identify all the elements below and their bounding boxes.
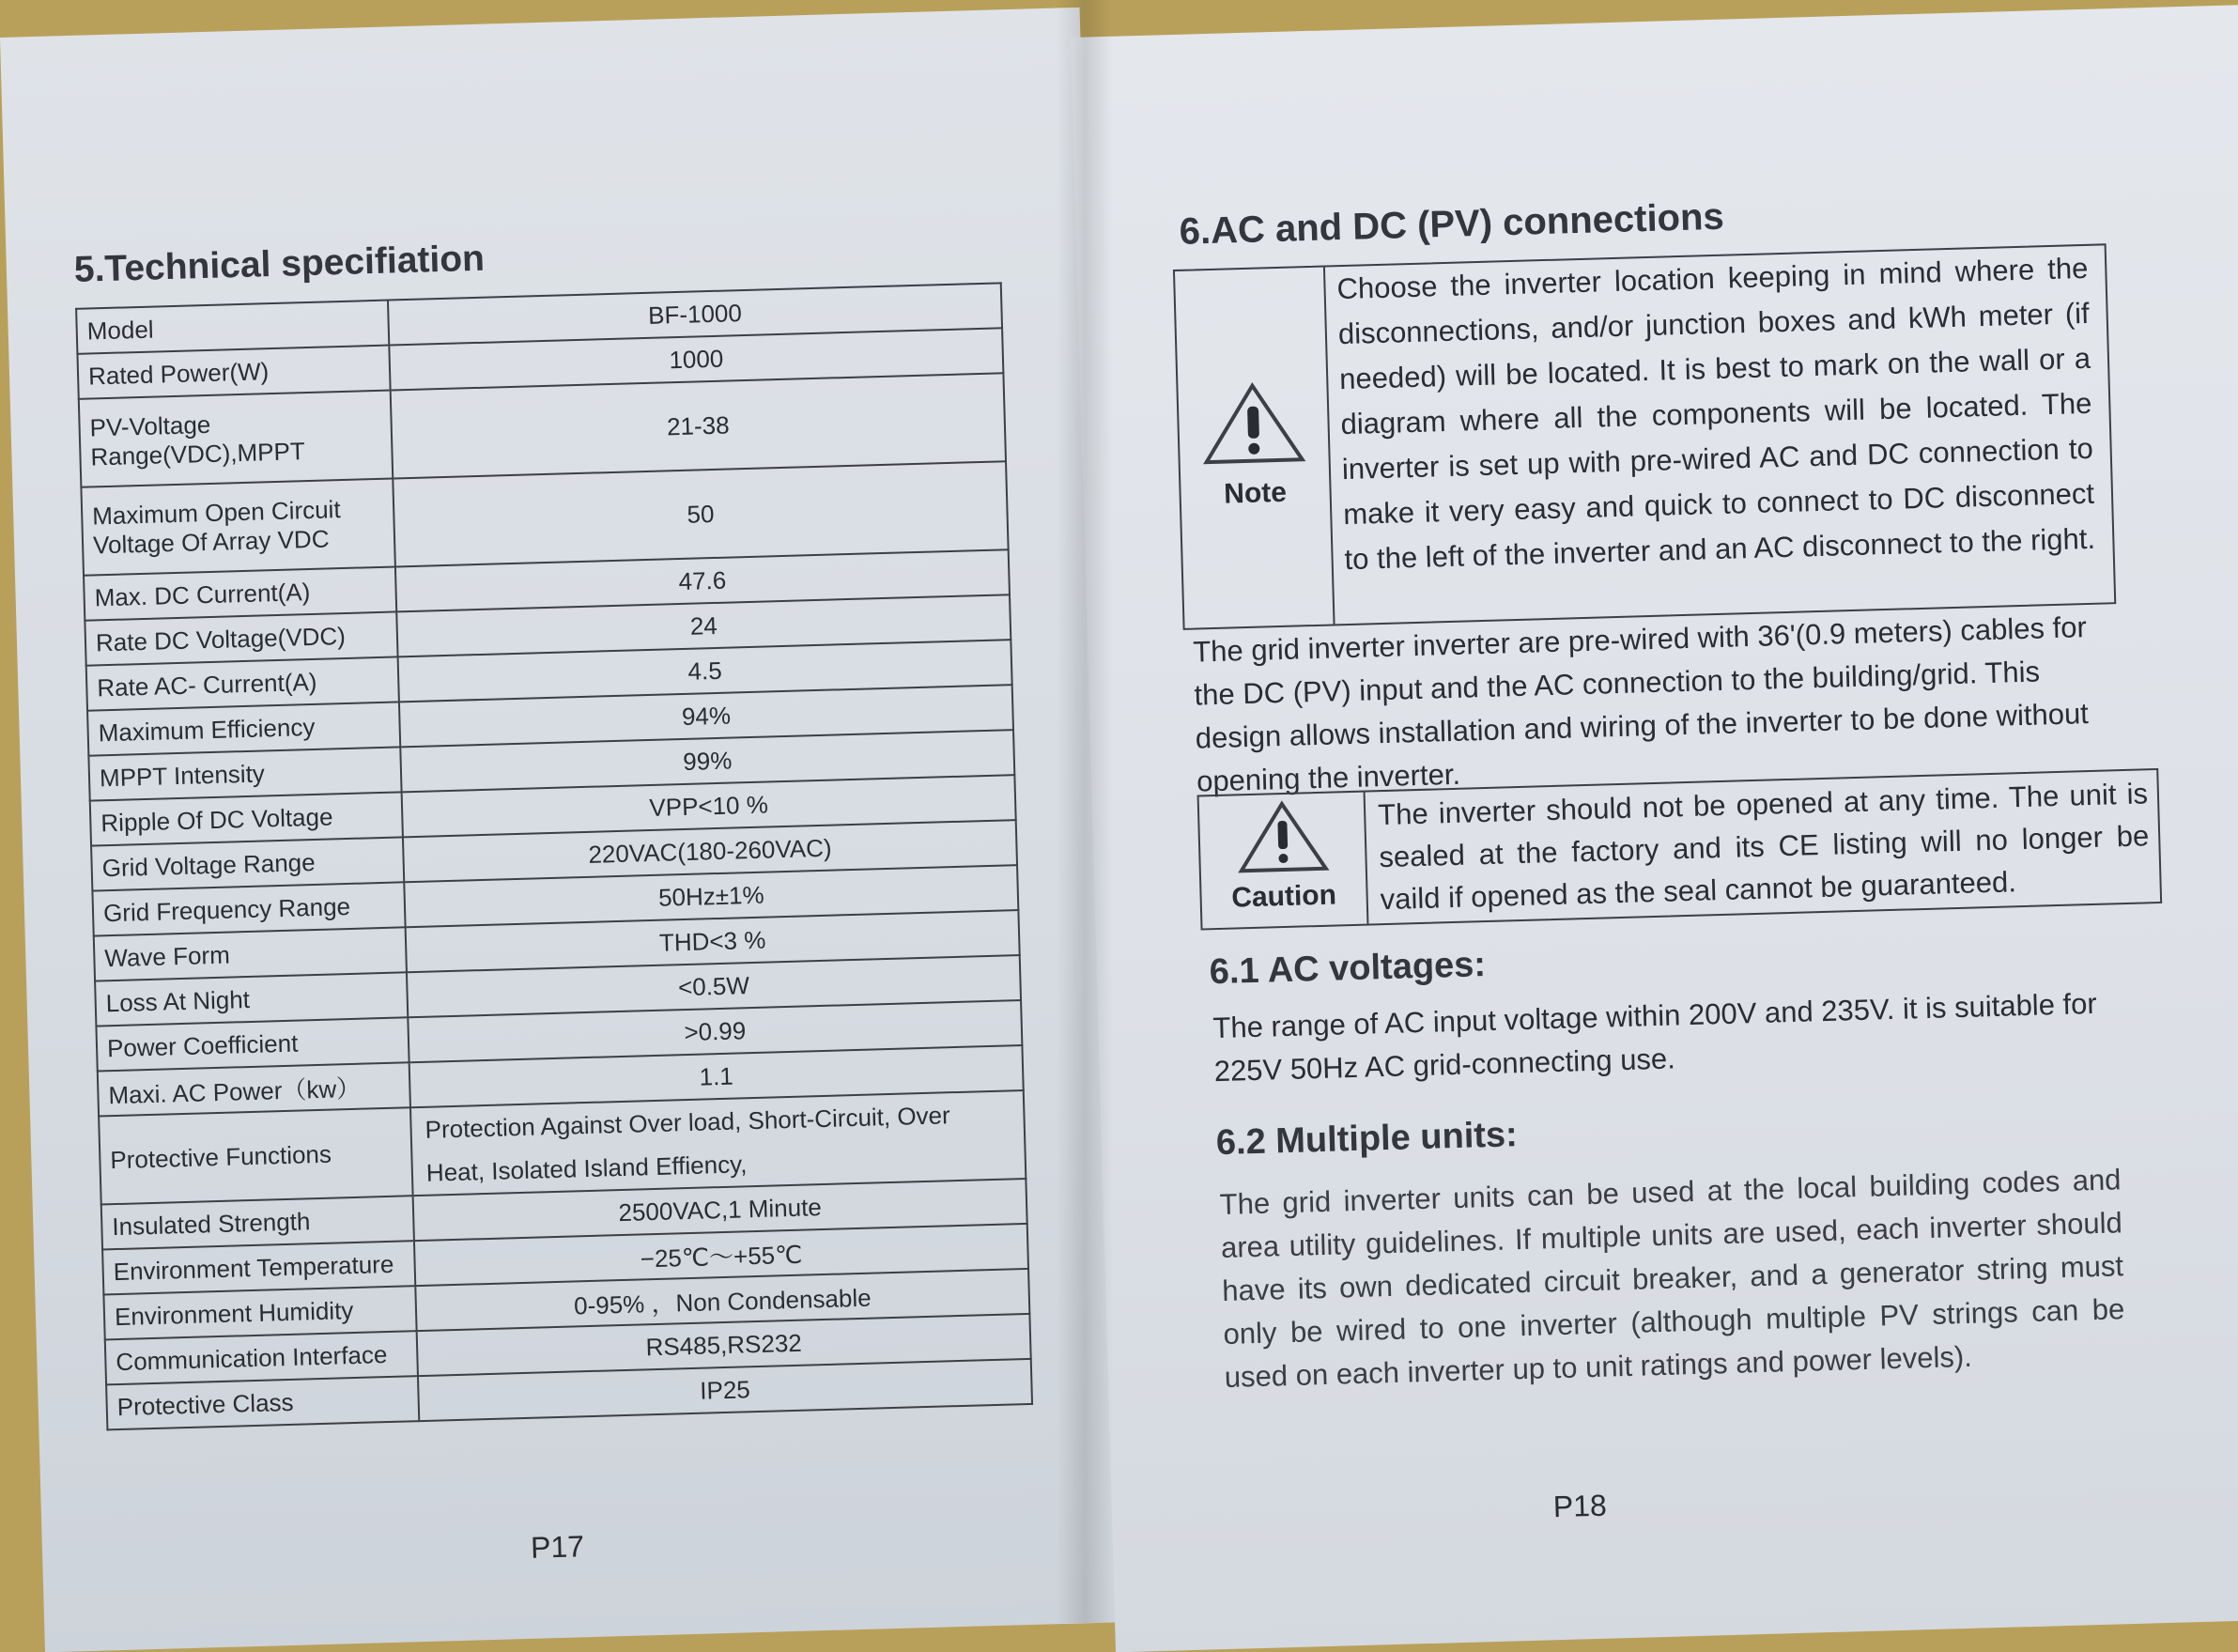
- spec-label: Environment Humidity: [103, 1286, 416, 1339]
- spec-value: 47.6: [395, 549, 1010, 611]
- spec-value: RS485,RS232: [417, 1314, 1031, 1376]
- warning-triangle-icon: [1235, 799, 1331, 877]
- spec-value: 220VAC(180-260VAC): [403, 820, 1017, 882]
- spec-label: Maximum Efficiency: [87, 702, 400, 755]
- spec-label: Ripple Of DC Voltage: [90, 792, 403, 845]
- intro-paragraph: The grid inverter inverter are pre-wired with 36'(0.9 meters) cables for the DC (PV) input and the AC connection to the building/grid. This design allows installation and wiring of the inverter to be done without opening the inverter.: [1192, 610, 2090, 798]
- caution-label: Caution: [1230, 879, 1337, 914]
- note-text: Choose the inverter location keeping in mind where the disconnections, and/or junction boxes and kWh meter (if needed) will be located. It is best to mark on the wall or a diagram where all the components will be located. The inverter is set up with pre-wired AC and DC connection to make it very easy and quick to connect to DC disconnect to the left of the inverter and an AC disconnect to the right.: [1336, 251, 2096, 577]
- spec-label: Protective Class: [106, 1376, 419, 1429]
- section-title-technical-spec: 5.Technical specifiation: [73, 238, 486, 290]
- spec-label: Environment Temperature: [102, 1241, 415, 1294]
- spec-label: Insulated Strength: [101, 1196, 414, 1249]
- note-label: Note: [1223, 476, 1288, 510]
- section-title-connections: 6.AC and DC (PV) connections: [1179, 195, 1725, 253]
- spec-value: 24: [396, 594, 1011, 656]
- page-number: P18: [1552, 1488, 1608, 1524]
- page-number: P17: [530, 1529, 585, 1565]
- spec-label: Max. DC Current(A): [84, 566, 396, 620]
- left-page: [0, 8, 1125, 1652]
- caution-icon-cell: [1199, 793, 1369, 929]
- spec-value: 2500VAC,1 Minute: [413, 1179, 1027, 1241]
- spec-value: 0-95% ，Non Condensable: [415, 1269, 1029, 1331]
- spec-label: Power Coefficient: [96, 1017, 409, 1071]
- spec-value: 50: [393, 461, 1008, 566]
- spec-label: Rate DC Voltage(VDC): [85, 611, 397, 665]
- spec-label: PV-Voltage Range(VDC),MPPT: [79, 391, 393, 487]
- spec-label: MPPT Intensity: [88, 747, 401, 800]
- spec-value: 1.1: [409, 1045, 1024, 1107]
- spec-label: Communication Interface: [105, 1331, 418, 1384]
- spec-label: Loss At Night: [95, 972, 408, 1026]
- spec-value: 94%: [399, 685, 1013, 747]
- right-page: [1071, 5, 2238, 1652]
- note-box: [1173, 243, 2116, 630]
- spec-value: VPP<10 %: [402, 775, 1016, 837]
- spec-label: Rated Power(W): [77, 346, 390, 399]
- spec-value: 99%: [400, 730, 1014, 792]
- spec-value: <0.5W: [407, 955, 1021, 1017]
- spec-value: 1000: [389, 328, 1003, 390]
- heading-multiple-units: 6.2 Multiple units:: [1215, 1115, 1519, 1164]
- multiple-units-paragraph: The grid inverter units can be used at the local building codes and area utility guidelines. If multiple units are used, each inverter should have its own dedicated circuit breaker, and a generator string must only be wired to one inverter (although multiple PV strings can be used on each inverter up to unit ratings and power levels).: [1219, 1163, 2125, 1394]
- spec-value: Protection Against Over load, Short-Circuit, Over Heat, Isolated Island Effiency,: [410, 1090, 1026, 1196]
- spec-table: [75, 282, 1033, 1430]
- book-gutter: [1057, 0, 1113, 1623]
- spec-value: 50Hz±1%: [404, 865, 1018, 927]
- spec-value: IP25: [418, 1359, 1032, 1421]
- spec-value: THD<3 %: [406, 910, 1020, 972]
- spec-label: Maximum Open Circuit Voltage Of Array VDC: [81, 479, 394, 576]
- spec-value: BF-1000: [388, 283, 1002, 345]
- spec-label: Rate AC- Current(A): [86, 656, 399, 710]
- spec-label: Grid Frequency Range: [92, 882, 405, 935]
- ac-voltages-paragraph: The range of AC input voltage within 200V and 235V. it is suitable for 225V 50Hz AC grid-connecting use.: [1212, 986, 2098, 1088]
- spec-value: 4.5: [398, 640, 1012, 702]
- heading-ac-voltages: 6.1 AC voltages:: [1209, 945, 1487, 993]
- spec-value: 21-38: [391, 373, 1006, 478]
- spec-value: >0.99: [408, 1000, 1022, 1062]
- spec-label: Model: [76, 301, 389, 354]
- spec-label: Protective Functions: [99, 1107, 412, 1204]
- note-icon-cell: [1175, 268, 1335, 628]
- spec-label: Maxi. AC Power（kw）: [98, 1062, 410, 1116]
- spec-value: −25℃～+55℃: [414, 1224, 1028, 1286]
- spec-label: Grid Voltage Range: [91, 837, 404, 890]
- spec-label: Wave Form: [94, 927, 407, 980]
- caution-box: [1197, 768, 2163, 931]
- caution-text: The inverter should not be opened at any time. The unit is sealed at the factory and its CE listing will no longer be vaild if opened as the seal cannot be guaranteed.: [1377, 777, 2150, 917]
